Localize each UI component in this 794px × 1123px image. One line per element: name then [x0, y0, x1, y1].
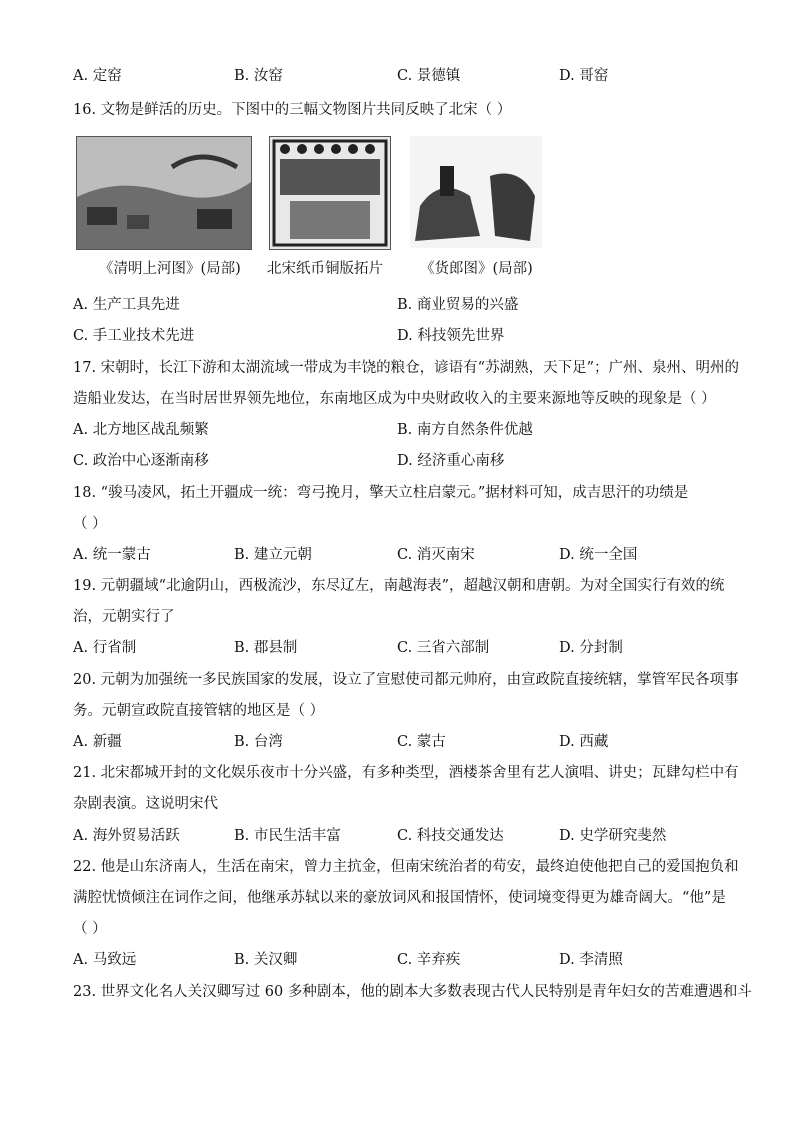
q21-option-a[interactable]: A. 海外贸易活跃: [73, 828, 180, 844]
qingming-painting-image: [76, 136, 252, 250]
q19-option-b[interactable]: B. 郡县制: [234, 640, 298, 656]
q21-stem-line1: 21. 北宋都城开封的文化娱乐夜市十分兴盛，有多种类型，酒楼茶舍里有艺人演唱、讲史；瓦肆勾栏中有: [73, 765, 739, 781]
q15-option-a[interactable]: A. 定窑: [73, 68, 122, 84]
q20-option-d[interactable]: D. 西藏: [559, 734, 609, 750]
q18-option-c[interactable]: C. 消灭南宋: [397, 547, 475, 563]
q15-option-d[interactable]: D. 哥窑: [559, 68, 609, 84]
image-caption-peddler: 《货郎图》(局部): [420, 261, 533, 277]
q17-option-a[interactable]: A. 北方地区战乱频繁: [73, 422, 209, 438]
song-paper-money-rubbing-image: [269, 136, 391, 250]
q22-option-c[interactable]: C. 辛弃疾: [397, 952, 461, 968]
q16-option-b[interactable]: B. 商业贸易的兴盛: [397, 297, 519, 313]
q17-stem-line2: 造船业发达，在当时居世界领先地位，东南地区成为中央财政收入的主要来源地等反映的现象是（ ）: [73, 391, 716, 407]
q19-stem-line1: 19. 元朝疆域“北逾阴山，西极流沙，东尽辽左，南越海表”，超越汉朝和唐朝。为对全国实行有效的统: [73, 578, 725, 594]
q21-option-c[interactable]: C. 科技交通发达: [397, 828, 504, 844]
q22-option-a[interactable]: A. 马致远: [73, 952, 137, 968]
image-caption-paper-money: 北宋纸币铜版拓片: [267, 261, 383, 277]
q22-option-d[interactable]: D. 李清照: [559, 952, 623, 968]
q20-stem-line2: 务。元朝宣政院直接管辖的地区是（ ）: [73, 703, 325, 719]
q18-stem-line2: （ ）: [73, 516, 107, 532]
q22-stem-line3: （ ）: [73, 921, 107, 937]
q23-stem-line1: 23. 世界文化名人关汉卿写过 60 多种剧本，他的剧本大多数表现古代人民特别是青年妇女的苦难遭遇和斗: [73, 984, 752, 1000]
q18-option-a[interactable]: A. 统一蒙古: [73, 547, 151, 563]
q16-option-a[interactable]: A. 生产工具先进: [73, 297, 180, 313]
q17-option-c[interactable]: C. 政治中心逐渐南移: [73, 453, 209, 469]
q21-stem-line2: 杂剧表演。这说明宋代: [73, 796, 218, 812]
q17-option-d[interactable]: D. 经济重心南移: [397, 453, 505, 469]
q19-option-d[interactable]: D. 分封制: [559, 640, 623, 656]
q22-stem-line2: 满腔忧愤倾注在词作之间，他继承苏轼以来的豪放词风和报国情怀，使词境变得更为雄奇阔大。“他”是: [73, 890, 726, 906]
q19-stem-line2: 治，元朝实行了: [73, 609, 175, 625]
q18-stem-line1: 18. “骏马凌风，拓土开疆成一统：弯弓挽月，擎天立柱启蒙元。”据材料可知，成吉思汗的功绩是: [73, 485, 689, 501]
q18-option-b[interactable]: B. 建立元朝: [234, 547, 312, 563]
q20-option-a[interactable]: A. 新疆: [73, 734, 122, 750]
q20-option-c[interactable]: C. 蒙古: [397, 734, 446, 750]
q15-option-c[interactable]: C. 景德镇: [397, 68, 461, 84]
q22-option-b[interactable]: B. 关汉卿: [234, 952, 298, 968]
q21-option-d[interactable]: D. 史学研究斐然: [559, 828, 667, 844]
q19-option-c[interactable]: C. 三省六部制: [397, 640, 490, 656]
q20-option-b[interactable]: B. 台湾: [234, 734, 283, 750]
q17-option-b[interactable]: B. 南方自然条件优越: [397, 422, 533, 438]
q17-stem-line1: 17. 宋朝时，长江下游和太湖流域一带成为丰饶的粮仓，谚语有“苏湖熟，天下足”；广州、泉州、明州的: [73, 360, 739, 376]
image-caption-qingming: 《清明上河图》(局部): [99, 261, 241, 277]
peddler-painting-image: [410, 136, 542, 248]
q18-option-d[interactable]: D. 统一全国: [559, 547, 638, 563]
q15-option-b[interactable]: B. 汝窑: [234, 68, 283, 84]
q19-option-a[interactable]: A. 行省制: [73, 640, 137, 656]
q16-option-c[interactable]: C. 手工业技术先进: [73, 328, 195, 344]
q20-stem-line1: 20. 元朝为加强统一多民族国家的发展，设立了宣慰使司都元帅府，由宣政院直接统辖，掌管军民各项事: [73, 672, 739, 688]
q16-stem: 16. 文物是鲜活的历史。下图中的三幅文物图片共同反映了北宋（ ）: [73, 102, 512, 118]
q21-option-b[interactable]: B. 市民生活丰富: [234, 828, 341, 844]
q22-stem-line1: 22. 他是山东济南人，生活在南宋，曾力主抗金，但南宋统治者的苟安，最终迫使他把自己的爱国抱负和: [73, 859, 739, 875]
q16-option-d[interactable]: D. 科技领先世界: [397, 328, 505, 344]
